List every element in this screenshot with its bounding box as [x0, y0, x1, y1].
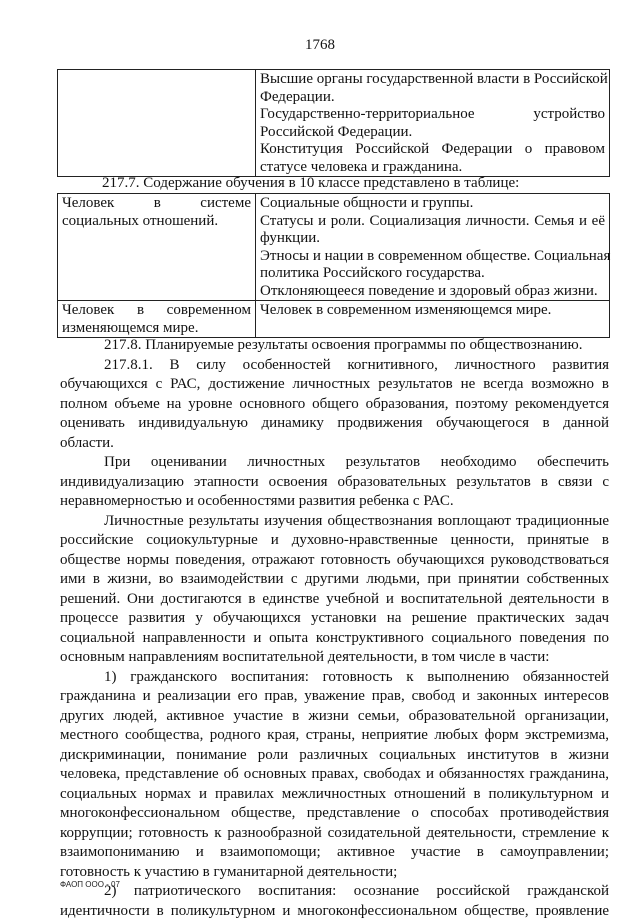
table-row: [58, 301, 610, 338]
cell-line: Человек в современном: [62, 302, 251, 320]
paragraph-line: российские социокультурные и духовно-нравственные ценности, принятые в: [60, 531, 609, 551]
body-text: [60, 336, 609, 921]
paragraph-line: неравномерностью и особенностями развития ребенка с РАС.: [60, 492, 609, 512]
paragraph-line: оценивать индивидуальную динамику продвижения обучающегося в данной: [60, 414, 609, 434]
cell-line: политика Российского государства.: [260, 265, 605, 283]
paragraph-line: многоконфессиональном обществе, представление о способах противодействия: [60, 804, 609, 824]
paragraph-line: местного сообщества, родного края, страны, неприятие любых форм экстремизма,: [60, 726, 609, 746]
paragraph-line: основным направлениям воспитательной деятельности, в том числе в части:: [60, 648, 609, 668]
table-cell-right: [256, 70, 610, 177]
cell-line: Конституция Российской Федерации о правовом: [260, 141, 605, 159]
paragraph-line: полном объеме на уровне основного общего образования, поэтому рекомендуется: [60, 395, 609, 415]
paragraph-line: дискриминации, понимание роли различных социальных институтов в жизни: [60, 746, 609, 766]
cell-line: Человек в современном изменяющемся мире.: [260, 302, 605, 320]
cell-line: Отклоняющееся поведение и здоровый образ жизни.: [260, 283, 605, 301]
paragraph-line: 1) гражданского воспитания: готовность к выполнению обязанностей: [60, 668, 609, 688]
paragraph-line: готовность к участию в гуманитарной деятельности;: [60, 863, 609, 883]
cell-line: Российской Федерации.: [260, 124, 605, 142]
paragraph-line: гражданина и реализации его прав, уважение прав, свобод и законных интересов: [60, 687, 609, 707]
paragraph-line: решений. Они достигаются в единстве учебной и воспитательной деятельности в: [60, 590, 609, 610]
cell-line: изменяющемся мире.: [62, 320, 251, 338]
paragraph-line: При оценивании личностных результатов необходимо обеспечить: [60, 453, 609, 473]
cell-line: функции.: [260, 230, 605, 248]
paragraph-line: ими в жизни, во взаимодействии с другими людьми, при принятии собственных: [60, 570, 609, 590]
paragraph-line: социальной направленности и опыта конструктивного социального поведения по: [60, 629, 609, 649]
table-cell-topics: [256, 194, 610, 301]
paragraph-line: идентичности в поликультурном и многоконфессиональном обществе, проявление: [60, 902, 609, 921]
paragraph-line: 2) патриотического воспитания: осознание российской гражданской: [60, 882, 609, 902]
paragraph-line: индивидуализацию этапности освоения образовательных результатов в связи с: [60, 473, 609, 493]
paragraph-line: области.: [60, 434, 609, 454]
cell-line: социальных отношений.: [62, 213, 251, 231]
paragraph-line: Личностные результаты изучения обществознания воплощают традиционные: [60, 512, 609, 532]
cell-line: Статусы и роли. Социализация личности. Семья и её: [260, 213, 605, 231]
table-cell-section: [58, 301, 256, 338]
page-number: 1768: [0, 36, 640, 54]
table-cell-topics: [256, 301, 610, 338]
paragraph-line: процессе развития у обучающихся установки на решение практических задач: [60, 609, 609, 629]
table-cell-section: [58, 194, 256, 301]
paragraph-line: обучающихся с РАС, достижение личностных результатов не всегда возможно в: [60, 375, 609, 395]
topics-table-continued: [57, 69, 610, 177]
table-row: [58, 194, 610, 301]
cell-line: статусе человека и гражданина.: [260, 159, 605, 177]
cell-line: Высшие органы государственной власти в Российской: [260, 71, 605, 89]
cell-line: Социальные общности и группы.: [260, 195, 605, 213]
paragraph-line: социальных нормах и правилах межличностных отношений в поликультурном и: [60, 785, 609, 805]
document-code-footer: ФАОП ООО - 07: [60, 880, 120, 889]
paragraph-line: других людей, активное участие в жизни семьи, образовательной организации,: [60, 707, 609, 727]
paragraph-line: коррупции; готовность к разнообразной созидательной деятельности, стремление к: [60, 824, 609, 844]
table-cell-left-empty: [58, 70, 256, 177]
paragraph-line: человека, представление об основных правах, свободах и обязанностях гражданина,: [60, 765, 609, 785]
paragraph-line: взаимопониманию и взаимопомощи; активное участие в самоуправлении;: [60, 843, 609, 863]
cell-line: Федерации.: [260, 89, 605, 107]
cell-line: Государственно-территориальное устройство: [260, 106, 605, 124]
table-row: [58, 70, 610, 177]
paragraph-line: 217.8.1. В силу особенностей когнитивного, личностного развития: [60, 356, 609, 376]
cell-line: Человек в системе: [62, 195, 251, 213]
intro-text: 217.7. Содержание обучения в 10 классе представлено в таблице:: [102, 175, 519, 193]
cell-line: Этносы и нации в современном обществе. Социальная: [260, 248, 605, 266]
grade-10-content-table: [57, 193, 610, 338]
paragraph-line: обществе нормы поведения, отражают готовность обучающихся руководствоваться: [60, 551, 609, 571]
paragraph-line: 217.8. Планируемые результаты освоения программы по обществознанию.: [60, 336, 609, 356]
